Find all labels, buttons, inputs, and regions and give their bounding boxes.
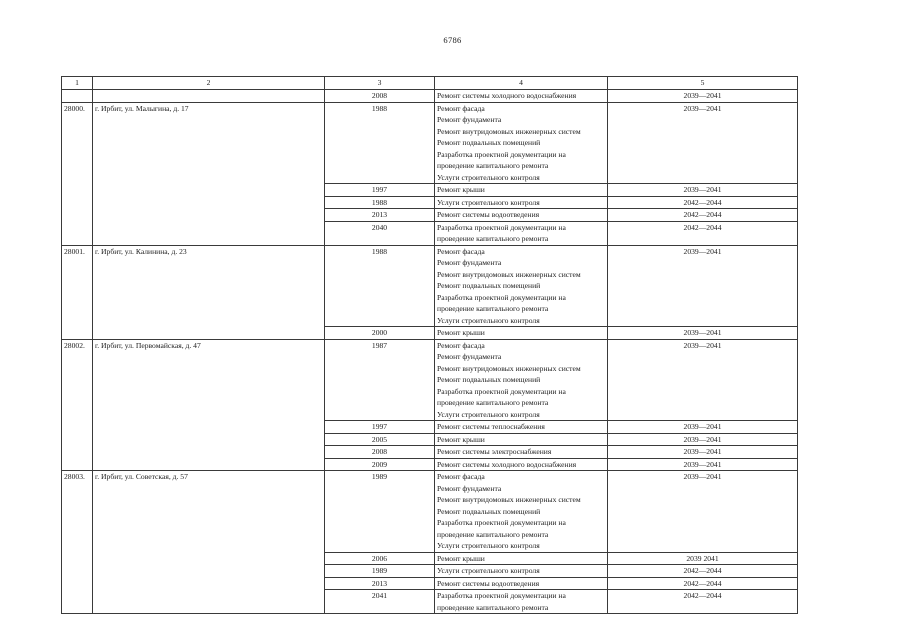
page-number: 6786 [443,35,462,45]
building-address-cell [93,421,325,434]
work-item: Разработка проектной документации на [437,292,566,302]
planned-period-cell: 2039 2041 [608,552,798,565]
building-number-cell [62,590,93,614]
table-row [62,102,798,184]
year-cell: 1987 [325,339,435,421]
column-header: 4 [435,77,608,90]
work-item: Ремонт фасада [437,103,485,113]
works-cell [435,590,608,614]
year-cell: 2008 [325,90,435,103]
table-row [62,577,798,590]
building-number-cell [62,90,93,103]
table-row [62,446,798,459]
column-header: 3 [325,77,435,90]
work-item: Услуги строительного контроля [437,566,540,575]
year-cell: 2006 [325,552,435,565]
work-item: Ремонт системы электроснабжения [437,447,552,456]
work-item: Услуги строительного контроля [437,172,540,182]
year-cell: 2013 [325,577,435,590]
work-item: Ремонт системы теплоснабжения [437,422,545,431]
works-cell [435,209,608,222]
work-item: проведение капитального ремонта [437,304,549,313]
table-row [62,221,798,245]
planned-period-cell: 2042—2044 [608,209,798,222]
year-cell: 1989 [325,471,435,553]
works-cell [435,245,608,327]
planned-period-cell: 2042—2044 [608,590,798,614]
building-number-cell [62,327,93,340]
planned-period-cell: 2039—2041 [608,90,798,103]
year-cell: 2041 [325,590,435,614]
building-address-cell [93,327,325,340]
table-row [62,421,798,434]
year-cell: 1988 [325,196,435,209]
work-item: Ремонт системы холодного водоснабжения [437,459,577,469]
building-number-cell [62,565,93,578]
building-address-cell [93,90,325,103]
table-row [62,184,798,197]
work-item: Ремонт крыши [437,328,485,337]
building-number-cell: 28000. [62,102,93,184]
works-cell [435,102,608,184]
building-number-cell: 28003. [62,471,93,553]
table-row [62,339,798,421]
work-item: Ремонт фундамента [437,352,502,361]
work-item: Разработка проектной документации на [437,222,566,232]
work-item: Ремонт подвальных помещений [437,138,541,147]
building-number-cell [62,421,93,434]
work-item: Ремонт внутридомовых инженерных систем [437,269,581,279]
planned-period-cell: 2042—2044 [608,565,798,578]
table-row [62,209,798,222]
table-row [62,552,798,565]
works-cell [435,90,608,103]
works-cell [435,577,608,590]
building-address-cell [93,565,325,578]
building-number-cell [62,433,93,446]
works-cell [435,458,608,471]
works-cell [435,421,608,434]
work-item: Ремонт фундамента [437,483,502,493]
work-item: Ремонт внутридомовых инженерных систем [437,126,581,136]
works-cell [435,552,608,565]
work-item: проведение капитального ремонта [437,529,549,539]
repair-schedule-table [61,76,798,614]
table-row [62,196,798,209]
building-address-cell: г. Ирбит, ул. Калинина, д. 23 [93,245,325,327]
work-item: Разработка проектной документации на [437,591,566,600]
column-number-row [62,77,798,90]
building-address-cell [93,221,325,245]
building-address-cell [93,446,325,459]
building-address-cell [93,458,325,471]
year-cell: 2013 [325,209,435,222]
work-item: Ремонт фундамента [437,115,502,124]
work-item: Ремонт фундамента [437,258,502,267]
planned-period-cell: 2039—2041 [608,458,798,471]
building-number-cell: 28001. [62,245,93,327]
works-cell [435,196,608,209]
work-item: Ремонт внутридомовых инженерных систем [437,495,581,504]
work-item: Ремонт крыши [437,434,485,444]
column-header: 2 [93,77,325,90]
work-item: проведение капитального ремонта [437,602,549,612]
work-item: Ремонт подвальных помещений [437,375,541,384]
works-cell [435,339,608,421]
table-row [62,90,798,103]
building-number-cell [62,552,93,565]
building-number-cell [62,184,93,197]
year-cell: 1988 [325,245,435,327]
work-item: Услуги строительного контроля [437,315,540,325]
building-address-cell [93,590,325,614]
work-item: Разработка проектной документации на [437,518,566,527]
works-cell [435,221,608,245]
building-number-cell [62,577,93,590]
works-cell [435,184,608,197]
year-cell: 2009 [325,458,435,471]
building-address-cell [93,196,325,209]
work-item: проведение капитального ремонта [437,234,549,243]
work-item: Ремонт подвальных помещений [437,506,541,516]
planned-period-cell: 2042—2044 [608,196,798,209]
building-number-cell [62,458,93,471]
work-item: Разработка проектной документации на [437,386,566,396]
planned-period-cell: 2042—2044 [608,221,798,245]
work-item: Ремонт системы водоотведения [437,210,540,219]
planned-period-cell: 2039—2041 [608,245,798,327]
building-number-cell [62,221,93,245]
year-cell: 1989 [325,565,435,578]
table-row [62,327,798,340]
year-cell: 1997 [325,184,435,197]
table-row [62,433,798,446]
planned-period-cell: 2039—2041 [608,327,798,340]
works-cell [435,327,608,340]
column-header: 5 [608,77,798,90]
work-item: Ремонт крыши [437,553,485,563]
works-cell [435,565,608,578]
planned-period-cell: 2042—2044 [608,577,798,590]
work-item: Ремонт фасада [437,340,485,350]
building-address-cell [93,577,325,590]
work-item: Услуги строительного контроля [437,541,540,550]
work-item: Ремонт фасада [437,472,485,481]
work-item: Ремонт системы холодного водоснабжения [437,91,577,100]
building-number-cell [62,196,93,209]
planned-period-cell: 2039—2041 [608,339,798,421]
building-number-cell: 28002. [62,339,93,421]
work-item: Ремонт внутридомовых инженерных систем [437,363,581,373]
year-cell: 2005 [325,433,435,446]
table-row [62,458,798,471]
building-address-cell [93,209,325,222]
column-header: 1 [62,77,93,90]
works-cell [435,471,608,553]
year-cell: 1997 [325,421,435,434]
building-number-cell [62,446,93,459]
work-item: проведение капитального ремонта [437,161,549,170]
work-item: Ремонт подвальных помещений [437,281,541,290]
table-row [62,590,798,614]
planned-period-cell: 2039—2041 [608,102,798,184]
building-address-cell: г. Ирбит, ул. Малыгина, д. 17 [93,102,325,184]
building-address-cell [93,552,325,565]
work-item: Услуги строительного контроля [437,197,540,207]
work-item: Ремонт системы водоотведения [437,578,540,588]
work-item: Разработка проектной документации на [437,149,566,159]
work-item: проведение капитального ремонта [437,398,549,407]
table-body [62,77,798,614]
table-row [62,471,798,553]
building-number-cell [62,209,93,222]
table-row [62,565,798,578]
work-item: Ремонт крыши [437,185,485,194]
planned-period-cell: 2039—2041 [608,184,798,197]
table-row [62,245,798,327]
building-address-cell [93,433,325,446]
works-cell [435,433,608,446]
year-cell: 2040 [325,221,435,245]
building-address-cell: г. Ирбит, ул. Советская, д. 57 [93,471,325,553]
work-item: Услуги строительного контроля [437,409,540,419]
planned-period-cell: 2039—2041 [608,446,798,459]
planned-period-cell: 2039—2041 [608,433,798,446]
building-address-cell [93,184,325,197]
planned-period-cell: 2039—2041 [608,421,798,434]
building-address-cell: г. Ирбит, ул. Первомайская, д. 47 [93,339,325,421]
planned-period-cell: 2039—2041 [608,471,798,553]
year-cell: 1988 [325,102,435,184]
works-cell [435,446,608,459]
year-cell: 2000 [325,327,435,340]
year-cell: 2008 [325,446,435,459]
work-item: Ремонт фасада [437,246,485,256]
